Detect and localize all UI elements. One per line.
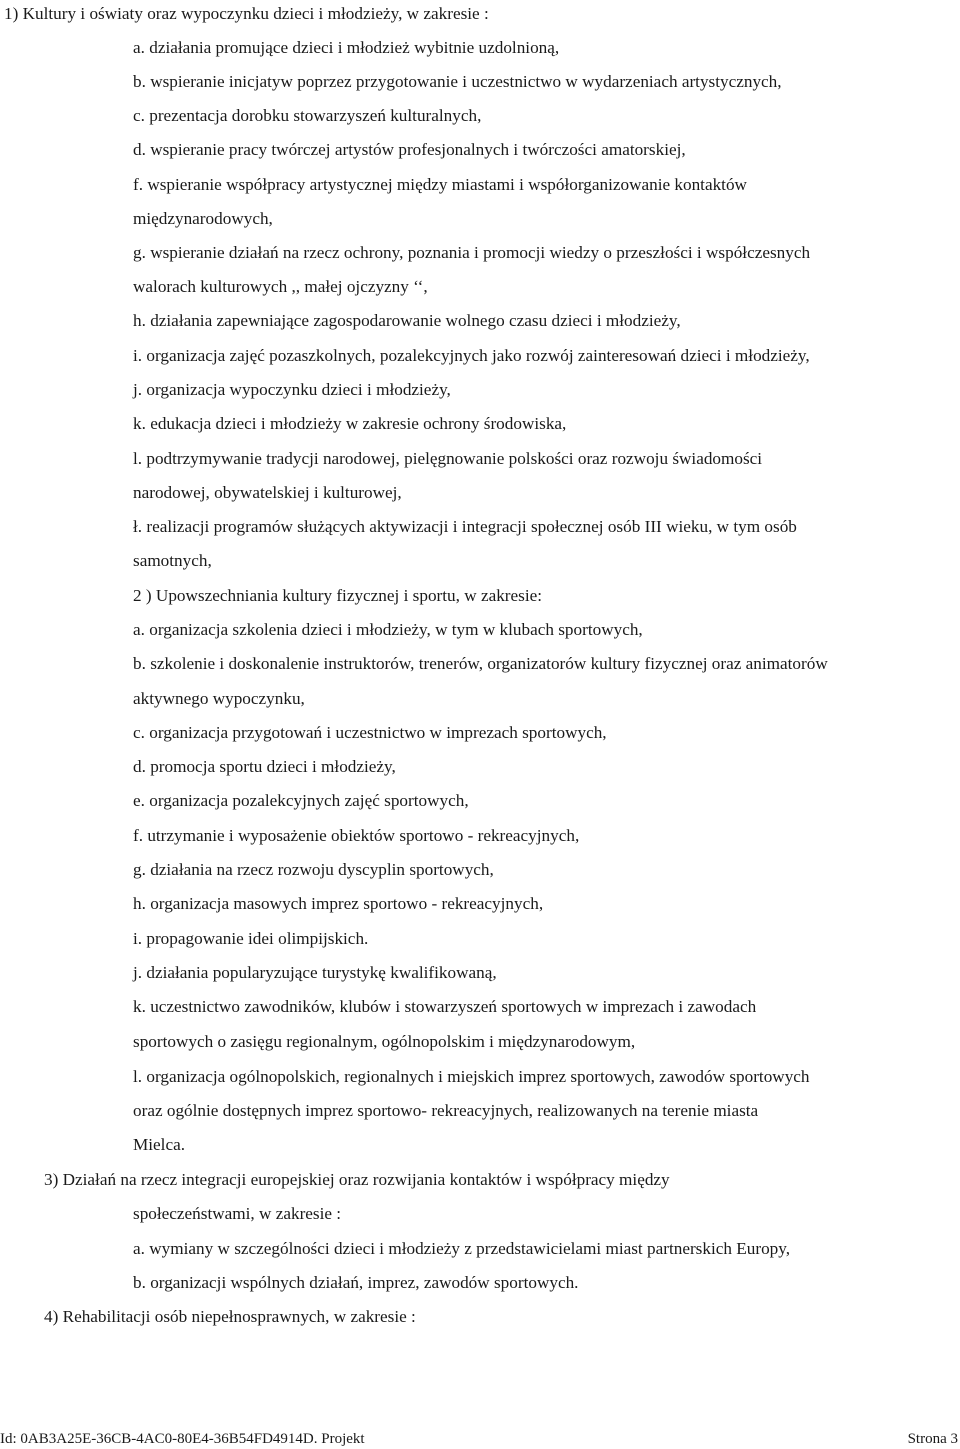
list-item: b. szkolenie i doskonalenie instruktorów, trenerów, organizatorów kultury fizycznej oraz animatorów	[133, 654, 828, 673]
list-item: c. organizacja przygotowań i uczestnictwo w imprezach sportowych,	[133, 723, 607, 742]
list-item-continuation: walorach kulturowych ,, małej ojczyzny ‘‘,	[133, 277, 428, 296]
footer-document-id: Id: 0AB3A25E-36CB-4AC0-80E4-36B54FD4914D. Projekt	[0, 1431, 365, 1447]
list-item: i. propagowanie idei olimpijskich.	[133, 929, 369, 948]
list-item: c. prezentacja dorobku stowarzyszeń kulturalnych,	[133, 106, 482, 125]
list-item: k. edukacja dzieci i młodzieży w zakresie ochrony środowiska,	[133, 414, 567, 433]
list-item: ł. realizacji programów służących aktywizacji i integracji społecznej osób III wieku, w tym osób	[133, 517, 797, 536]
list-item: l. podtrzymywanie tradycji narodowej, pielęgnowanie polskości oraz rozwoju świadomości	[133, 449, 763, 468]
section-heading-2: 2 ) Upowszechniania kultury fizycznej i sportu, w zakresie:	[133, 586, 543, 605]
list-item: h. organizacja masowych imprez sportowo - rekreacyjnych,	[133, 894, 544, 913]
list-item: a. wymiany w szczególności dzieci i młodzieży z przedstawicielami miast partnerskich Europy,	[133, 1239, 791, 1258]
list-item-continuation: oraz ogólnie dostępnych imprez sportowo- rekreacyjnych, realizowanych na terenie miasta	[133, 1101, 759, 1120]
list-item-continuation: międzynarodowych,	[133, 209, 273, 228]
list-item: b. wspieranie inicjatyw poprzez przygotowanie i uczestnictwo w wydarzeniach artystycznych,	[133, 72, 782, 91]
list-item: e. organizacja pozalekcyjnych zajęć sportowych,	[133, 791, 469, 810]
list-item: d. promocja sportu dzieci i młodzieży,	[133, 757, 396, 776]
list-item: a. działania promujące dzieci i młodzież wybitnie uzdolnioną,	[133, 38, 560, 57]
section-heading-3: 3) Działań na rzecz integracji europejskiej oraz rozwijania kontaktów i współpracy między	[44, 1170, 670, 1189]
list-item: d. wspieranie pracy twórczej artystów profesjonalnych i twórczości amatorskiej,	[133, 140, 686, 159]
list-item: g. działania na rzecz rozwoju dyscyplin sportowych,	[133, 860, 494, 879]
list-item: f. utrzymanie i wyposażenie obiektów sportowo - rekreacyjnych,	[133, 826, 580, 845]
section-heading-1: 1) Kultury i oświaty oraz wypoczynku dzieci i młodzieży, w zakresie :	[4, 4, 489, 23]
list-item: j. działania popularyzujące turystykę kwalifikowaną,	[133, 963, 497, 982]
list-item: h. działania zapewniające zagospodarowanie wolnego czasu dzieci i młodzieży,	[133, 311, 681, 330]
list-item-continuation: samotnych,	[133, 551, 212, 570]
list-item: j. organizacja wypoczynku dzieci i młodzieży,	[133, 380, 451, 399]
list-item-continuation: sportowych o zasięgu regionalnym, ogólnopolskim i międzynarodowym,	[133, 1032, 636, 1051]
list-item: a. organizacja szkolenia dzieci i młodzieży, w tym w klubach sportowych,	[133, 620, 643, 639]
list-item-continuation: aktywnego wypoczynku,	[133, 689, 305, 708]
list-item: b. organizacji wspólnych działań, imprez, zawodów sportowych.	[133, 1273, 579, 1292]
footer-page-number: Strona 3	[907, 1431, 958, 1447]
list-item: k. uczestnictwo zawodników, klubów i stowarzyszeń sportowych w imprezach i zawodach	[133, 997, 757, 1016]
list-item: g. wspieranie działań na rzecz ochrony, poznania i promocji wiedzy o przeszłości i współczesnych	[133, 243, 811, 262]
list-item-continuation: Mielca.	[133, 1135, 186, 1154]
list-item-continuation: narodowej, obywatelskiej i kulturowej,	[133, 483, 402, 502]
section-heading-4: 4) Rehabilitacji osób niepełnosprawnych, w zakresie :	[44, 1307, 416, 1326]
list-item: f. wspieranie współpracy artystycznej między miastami i współorganizowanie kontaktów	[133, 175, 747, 194]
section-heading-3-continuation: społeczeństwami, w zakresie :	[133, 1204, 342, 1223]
list-item: i. organizacja zajęć pozaszkolnych, pozalekcyjnych jako rozwój zainteresowań dzieci i młodzieży,	[133, 346, 810, 365]
list-item: l. organizacja ogólnopolskich, regionalnych i miejskich imprez sportowych, zawodów sportowych	[133, 1067, 810, 1086]
